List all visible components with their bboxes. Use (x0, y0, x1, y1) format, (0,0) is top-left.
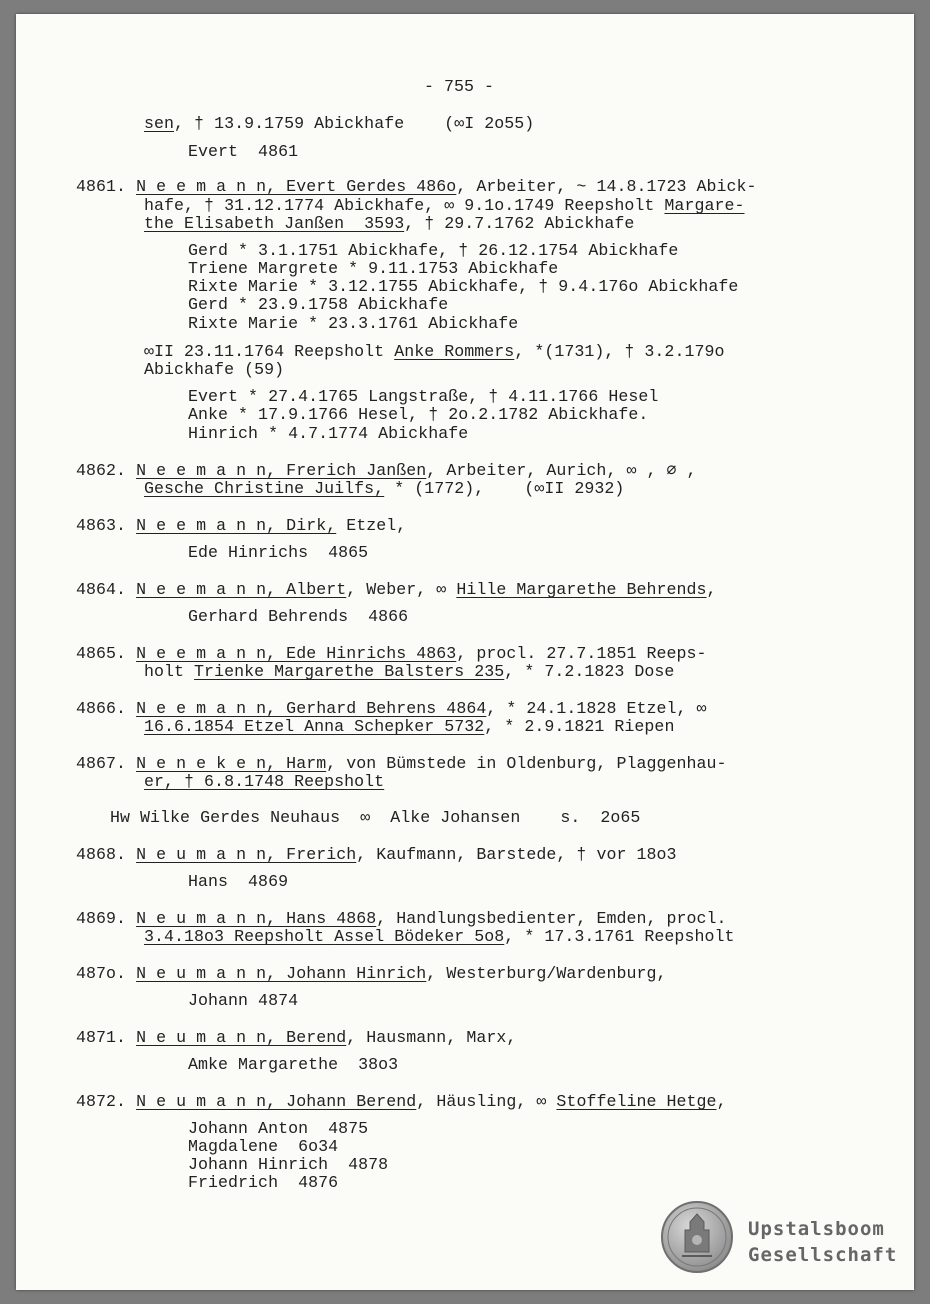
entry-4861-line3 (144, 215, 634, 233)
entry-name: N e e m a n n, Ede Hinrichs 4863 (136, 644, 457, 663)
child-line: Gerhard Behrends 4866 (188, 607, 409, 626)
spouse-name: Anna Schepker 5732 (304, 717, 485, 736)
entry-name: N e e m a n n, Gerhard Behrens 4864 (136, 699, 487, 718)
entry-name: N e e m a n n, Albert (136, 580, 347, 599)
child-line: Johann Hinrich 4878 (188, 1155, 389, 1174)
continued-text: , † 13.9.1759 Abickhafe (∞I 2o55) (174, 114, 535, 133)
document-page (16, 14, 914, 1290)
entry-number: 4868. (76, 845, 137, 864)
marriage-line: Abickhafe (59) (144, 360, 285, 379)
entry-number: 4864. (76, 580, 137, 599)
continued-line (144, 115, 534, 133)
child-line: Amke Margarethe 38o3 (188, 1055, 399, 1074)
entry-text: , (716, 1092, 727, 1111)
entry-text: Etzel, (336, 516, 407, 535)
entry-text: , * 2.9.1821 Riepen (484, 717, 675, 736)
entry-text: , * 17.3.1761 Reepsholt (504, 927, 735, 946)
child-line: Rixte Marie * 3.12.1755 Abickhafe, † 9.4.176o Abickhafe (188, 277, 739, 296)
entry-text: , Westerburg/Wardenburg, (426, 964, 667, 983)
entry-4865-line1 (76, 645, 707, 663)
spouse-name: Anke Rommers (394, 342, 515, 361)
entry-number: 4872. (76, 1092, 137, 1111)
entry-number: 4869. (76, 909, 137, 928)
marriage-line (144, 343, 724, 361)
entry-text: , *(1731), † 3.2.179o (514, 342, 725, 361)
entry-text: , (706, 580, 717, 599)
entry-text: , * 24.1.1828 Etzel, ∞ (486, 699, 707, 718)
entry-4863-line1 (76, 517, 406, 535)
entry-number: 4861. (76, 177, 137, 196)
entry-number: 487o. (76, 964, 137, 983)
entry-name: N e e m a n n, Frerich Janßen (136, 461, 427, 480)
entry-name: N e e m a n n, Evert Gerdes 486o (136, 177, 457, 196)
hw-line: Hw Wilke Gerdes Neuhaus ∞ Alke Johansen s. 2o65 (110, 808, 641, 827)
spouse-name: Gesche Christine Juilfs, (144, 479, 385, 498)
seal-icon (660, 1200, 734, 1274)
entry-name: N e e m a n n, Dirk, (136, 516, 337, 535)
entry-name: N e u m a n n, Frerich (136, 845, 357, 864)
entry-text: , procl. 27.7.1851 Reeps- (456, 644, 707, 663)
entry-text: * (1772), (∞II 2932) (384, 479, 625, 498)
entry-name: N e u m a n n, Johann Berend (136, 1092, 417, 1111)
entry-name: N e u m a n n, Johann Hinrich (136, 964, 427, 983)
entry-text: , Hausmann, Marx, (346, 1028, 517, 1047)
entry-4862-line2 (144, 480, 624, 498)
entry-4865-line2 (144, 663, 674, 681)
child-line: Anke * 17.9.1766 Hesel, † 2o.2.1782 Abickhafe. (188, 405, 649, 424)
entry-text: holt (144, 662, 195, 681)
entry-text: , Arbeiter, ~ 14.8.1723 Abick- (456, 177, 757, 196)
child-line: Friedrich 4876 (188, 1173, 339, 1192)
spouse-name: Stoffeline Hetge (556, 1092, 717, 1111)
spouse-name: Hille Margarethe Behrends (456, 580, 707, 599)
entry-4862-line1 (76, 462, 697, 480)
entry-4869-line2 (144, 928, 734, 946)
entry-4871-line1 (76, 1029, 516, 1047)
entry-text: , Weber, ∞ (346, 580, 457, 599)
entry-text: er, † 6.8.1748 Reepsholt (144, 772, 385, 791)
child-line: Gerd * 3.1.1751 Abickhafe, † 26.12.1754 Abickhafe (188, 241, 679, 260)
child-line: Johann 4874 (188, 991, 299, 1010)
entry-number: 4871. (76, 1028, 137, 1047)
spouse-name: Trienke Margarethe Balsters 235 (194, 662, 505, 681)
child-line: Rixte Marie * 23.3.1761 Abickhafe (188, 314, 519, 333)
sen-underlined: sen (144, 114, 175, 133)
entry-text: 16.6.1854 Etzel (144, 717, 305, 736)
spouse-name: Margare- (664, 196, 745, 215)
entry-text: , von Bümstede in Oldenburg, Plaggenhau- (326, 754, 727, 773)
child-line: Hans 4869 (188, 872, 289, 891)
entry-4866-line2 (144, 718, 674, 736)
logo-line2: Gesellschaft (748, 1244, 898, 1266)
entry-4864-line1 (76, 581, 717, 599)
spouse-name: the Elisabeth Janßen 3593 (144, 214, 405, 233)
entry-text: 3.4.18o3 Reepsholt (144, 927, 335, 946)
page-number: - 755 - (424, 77, 495, 96)
child-line: Evert * 27.4.1765 Langstraße, † 4.11.1766 Hesel (188, 387, 659, 406)
child-line: Hinrich * 4.7.1774 Abickhafe (188, 424, 469, 443)
entry-number: 4865. (76, 644, 137, 663)
entry-number: 4867. (76, 754, 137, 773)
child-line: Evert 4861 (188, 142, 299, 161)
upstalsboom-logo (660, 1200, 908, 1278)
entry-4867-line2 (144, 773, 384, 791)
child-line: Ede Hinrichs 4865 (188, 543, 369, 562)
entry-text: ∞II 23.11.1764 Reepsholt (144, 342, 395, 361)
entry-4861-line2 (144, 197, 745, 215)
entry-4866-line1 (76, 700, 707, 718)
entry-4870-line1 (76, 965, 667, 983)
child-line: Magdalene 6o34 (188, 1137, 339, 1156)
entry-4868-line1 (76, 846, 677, 864)
logo-line1: Upstalsboom (748, 1218, 885, 1240)
child-line: Johann Anton 4875 (188, 1119, 369, 1138)
spouse-name: Assel Bödeker 5o8 (334, 927, 505, 946)
child-line: Gerd * 23.9.1758 Abickhafe (188, 295, 449, 314)
entry-text: , Arbeiter, Aurich, ∞ , ⌀ , (426, 461, 697, 480)
entry-4872-line1 (76, 1093, 727, 1111)
entry-number: 4862. (76, 461, 137, 480)
entry-4869-line1 (76, 910, 727, 928)
entry-name: N e u m a n n, Berend (136, 1028, 347, 1047)
entry-text: , * 7.2.1823 Dose (504, 662, 675, 681)
entry-number: 4866. (76, 699, 137, 718)
child-line: Triene Margrete * 9.11.1753 Abickhafe (188, 259, 559, 278)
entry-4867-line1 (76, 755, 727, 773)
entry-number: 4863. (76, 516, 137, 535)
entry-text: , Kaufmann, Barstede, † vor 18o3 (356, 845, 677, 864)
entry-text: hafe, † 31.12.1774 Abickhafe, ∞ 9.1o.1749 Reepsholt (144, 196, 665, 215)
entry-4861-line1 (76, 178, 757, 196)
entry-name: N e n e k e n, Harm (136, 754, 327, 773)
entry-text: , † 29.7.1762 Abickhafe (404, 214, 635, 233)
entry-text: , Handlungsbedienter, Emden, procl. (376, 909, 727, 928)
entry-text: , Häusling, ∞ (416, 1092, 557, 1111)
entry-name: N e u m a n n, Hans 4868 (136, 909, 377, 928)
